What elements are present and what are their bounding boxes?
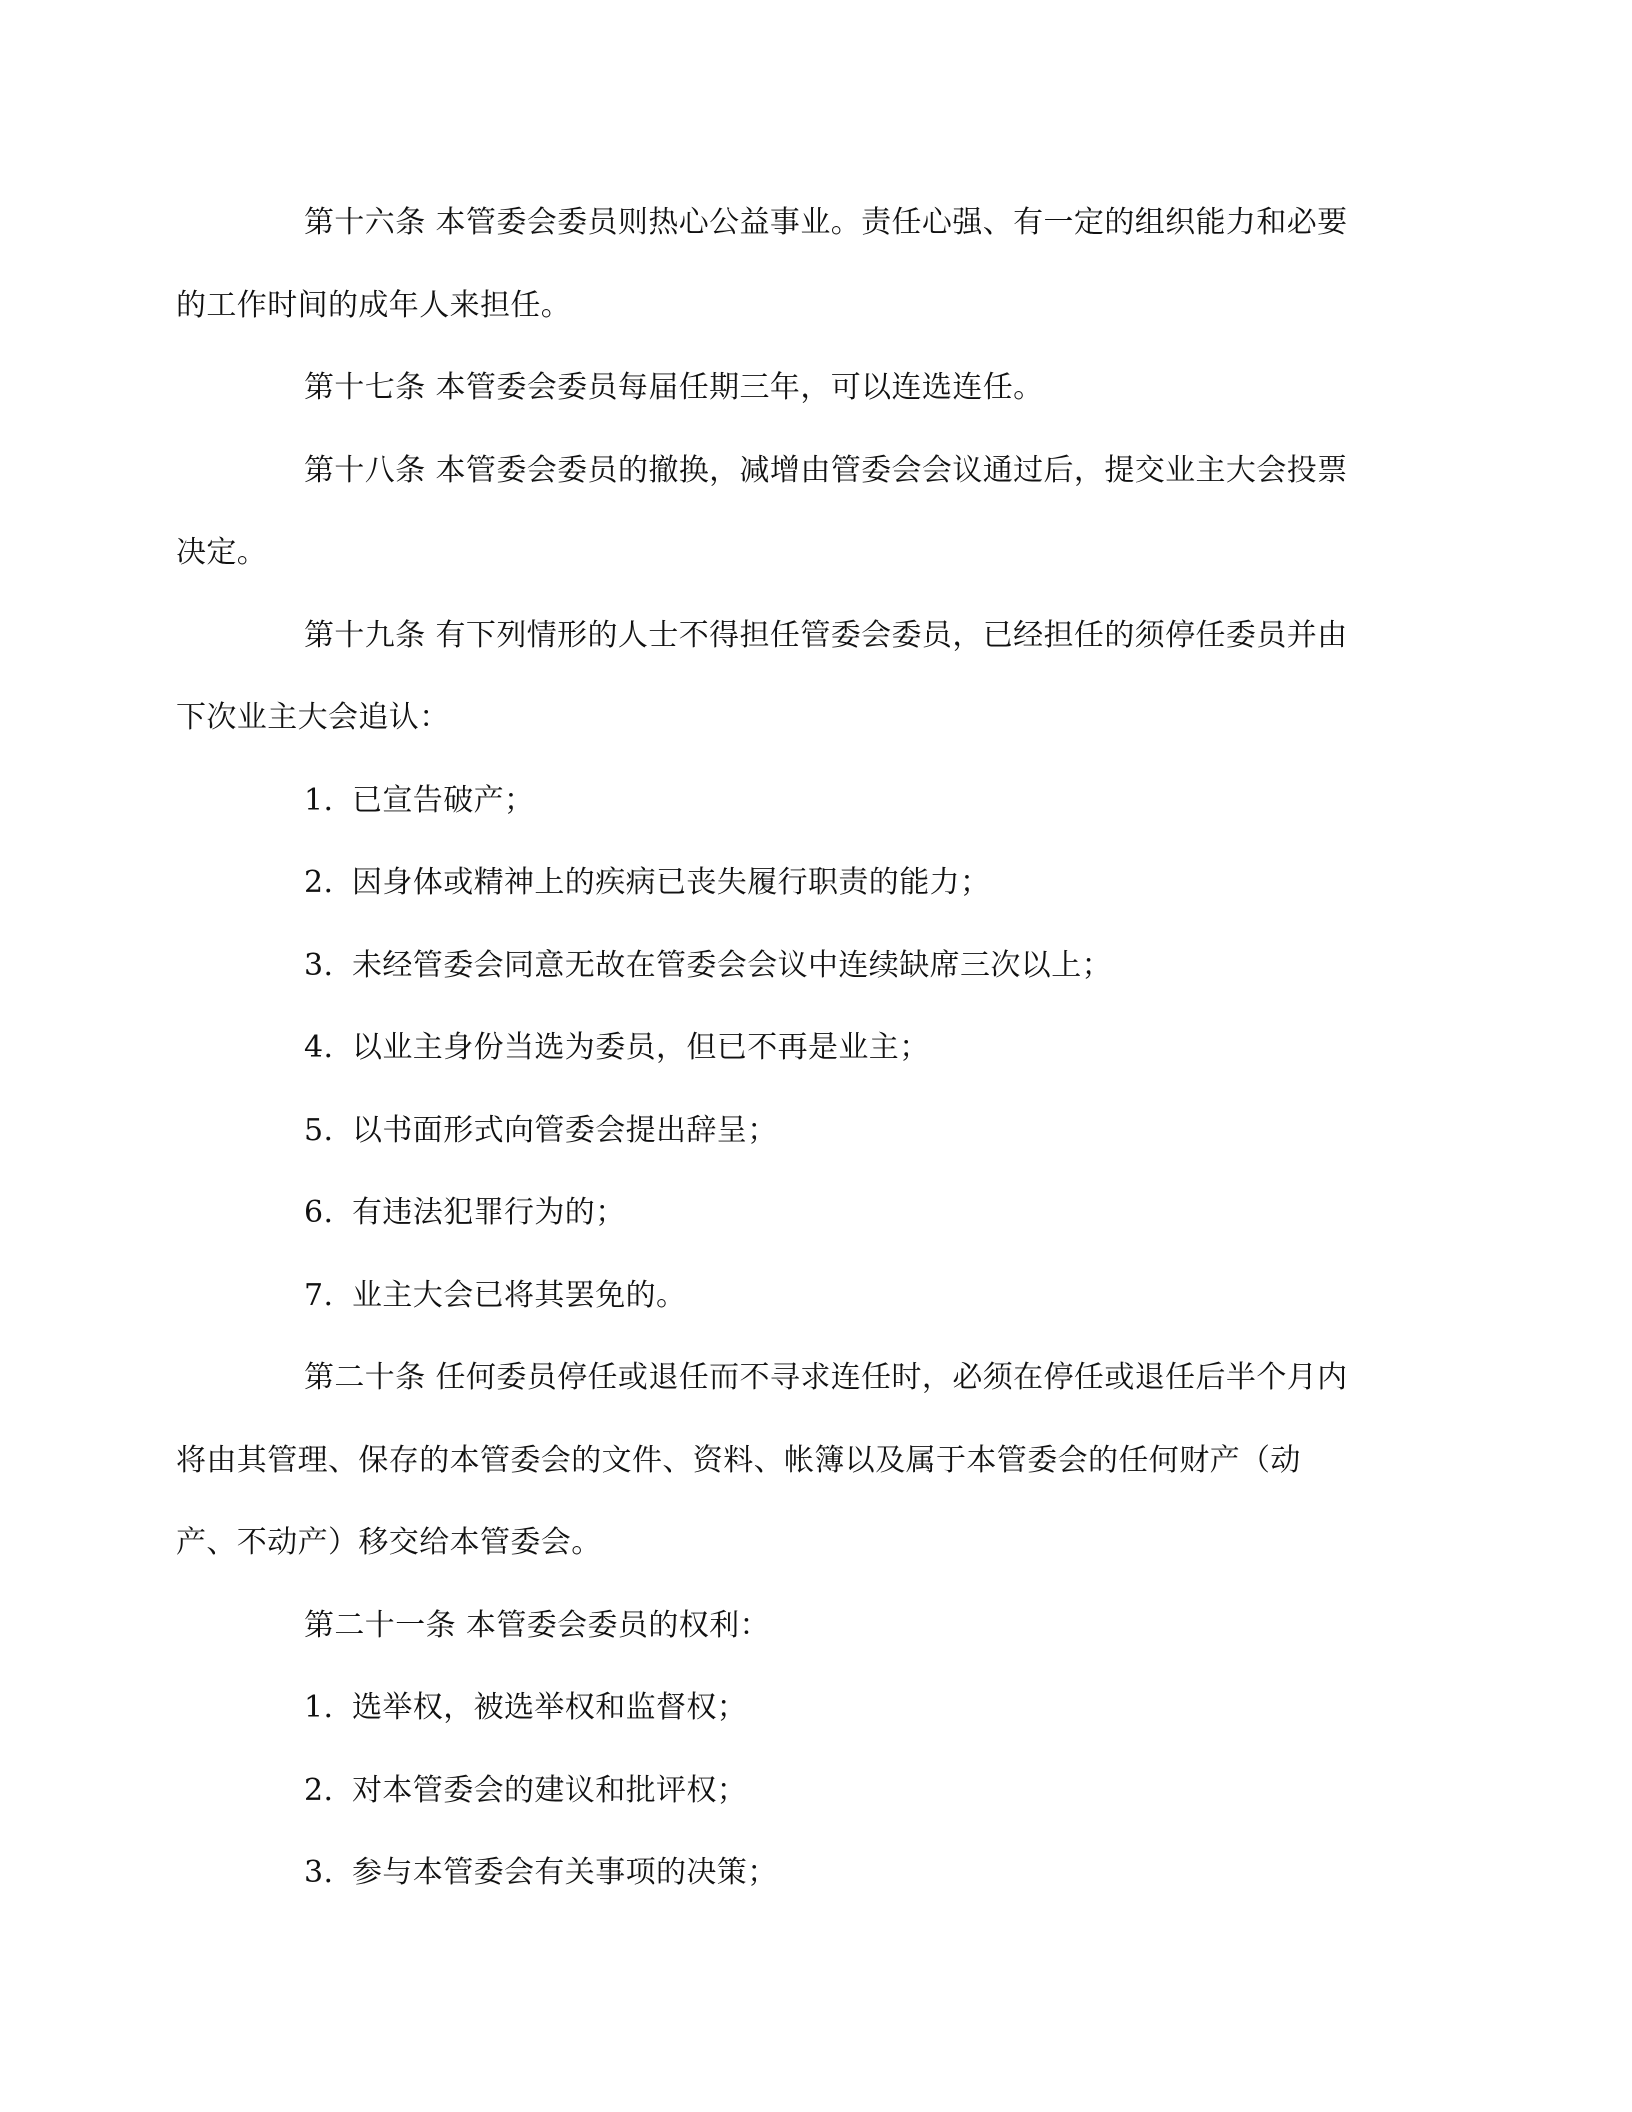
- list-item-number: 1.: [304, 782, 334, 818]
- list-item: [240, 1832, 1380, 1915]
- article-19-line-2: 下次业主大会追认：: [176, 700, 450, 735]
- list-item-text: 业主大会已将其罢免的。: [352, 1277, 687, 1313]
- article-17: 第十七条 本管委会委员每届任期三年，可以连选连任。: [304, 370, 1044, 405]
- list-item: [240, 1172, 1380, 1255]
- list-item-number: 6.: [304, 1195, 334, 1230]
- article-18-line-1: 第十八条 本管委会委员的撤换，减增由管委会会议通过后，提交业主大会投票: [304, 452, 1348, 488]
- article-21-title: 第二十一条 本管委会委员的权利：: [304, 1607, 770, 1643]
- list-item-number: 3.: [304, 947, 334, 983]
- list-item-text: 选举权，被选举权和监督权；: [352, 1690, 748, 1725]
- list-item: [240, 760, 1380, 843]
- list-item: [240, 1255, 1380, 1338]
- list-item-number: 2.: [304, 1772, 334, 1808]
- list-item: [240, 925, 1380, 1008]
- article-19-line-1: 第十九条 有下列情形的人士不得担任管委会委员，已经担任的须停任委员并由: [304, 617, 1348, 653]
- list-item-text: 已宣告破产；: [352, 782, 535, 818]
- list-item-text: 未经管委会同意无故在管委会会议中连续缺席三次以上；: [352, 947, 1112, 983]
- article-20-line-2: 将由其管理、保存的本管委会的文件、资料、帐簿以及属于本管委会的任何财产（动: [176, 1442, 1301, 1478]
- list-item-text: 以书面形式向管委会提出辞呈；: [352, 1112, 778, 1148]
- list-item-number: 2.: [304, 865, 334, 900]
- list-item-number: 7.: [304, 1277, 334, 1313]
- list-item-number: 3.: [304, 1855, 334, 1890]
- list-item: [240, 1007, 1380, 1090]
- list-item: [240, 1667, 1380, 1750]
- list-item-text: 因身体或精神上的疾病已丧失履行职责的能力；: [352, 865, 991, 900]
- list-item-text: 对本管委会的建议和批评权；: [352, 1772, 748, 1808]
- article-16-line-2: 的工作时间的成年人来担任。: [176, 287, 572, 323]
- list-item-number: 4.: [304, 1030, 334, 1065]
- list-item: [240, 1750, 1380, 1833]
- list-item-number: 1.: [304, 1690, 334, 1725]
- article-18-line-2: 决定。: [176, 535, 268, 570]
- list-item-text: 有违法犯罪行为的；: [352, 1195, 626, 1230]
- article-20-line-3: 产、不动产）移交给本管委会。: [176, 1525, 602, 1560]
- list-item: [240, 1090, 1380, 1173]
- article-16-line-1: 第十六条 本管委会委员则热心公益事业。责任心强、有一定的组织能力和必要: [304, 205, 1348, 240]
- document-body: [176, 182, 1380, 1915]
- article-20-line-1: 第二十条 任何委员停任或退任而不寻求连任时，必须在停任或退任后半个月内: [304, 1360, 1348, 1395]
- list-item-text: 以业主身份当选为委员，但已不再是业主；: [352, 1030, 930, 1065]
- list-item-text: 参与本管委会有关事项的决策；: [352, 1855, 778, 1890]
- list-item-number: 5.: [304, 1112, 334, 1148]
- list-item: [240, 842, 1380, 925]
